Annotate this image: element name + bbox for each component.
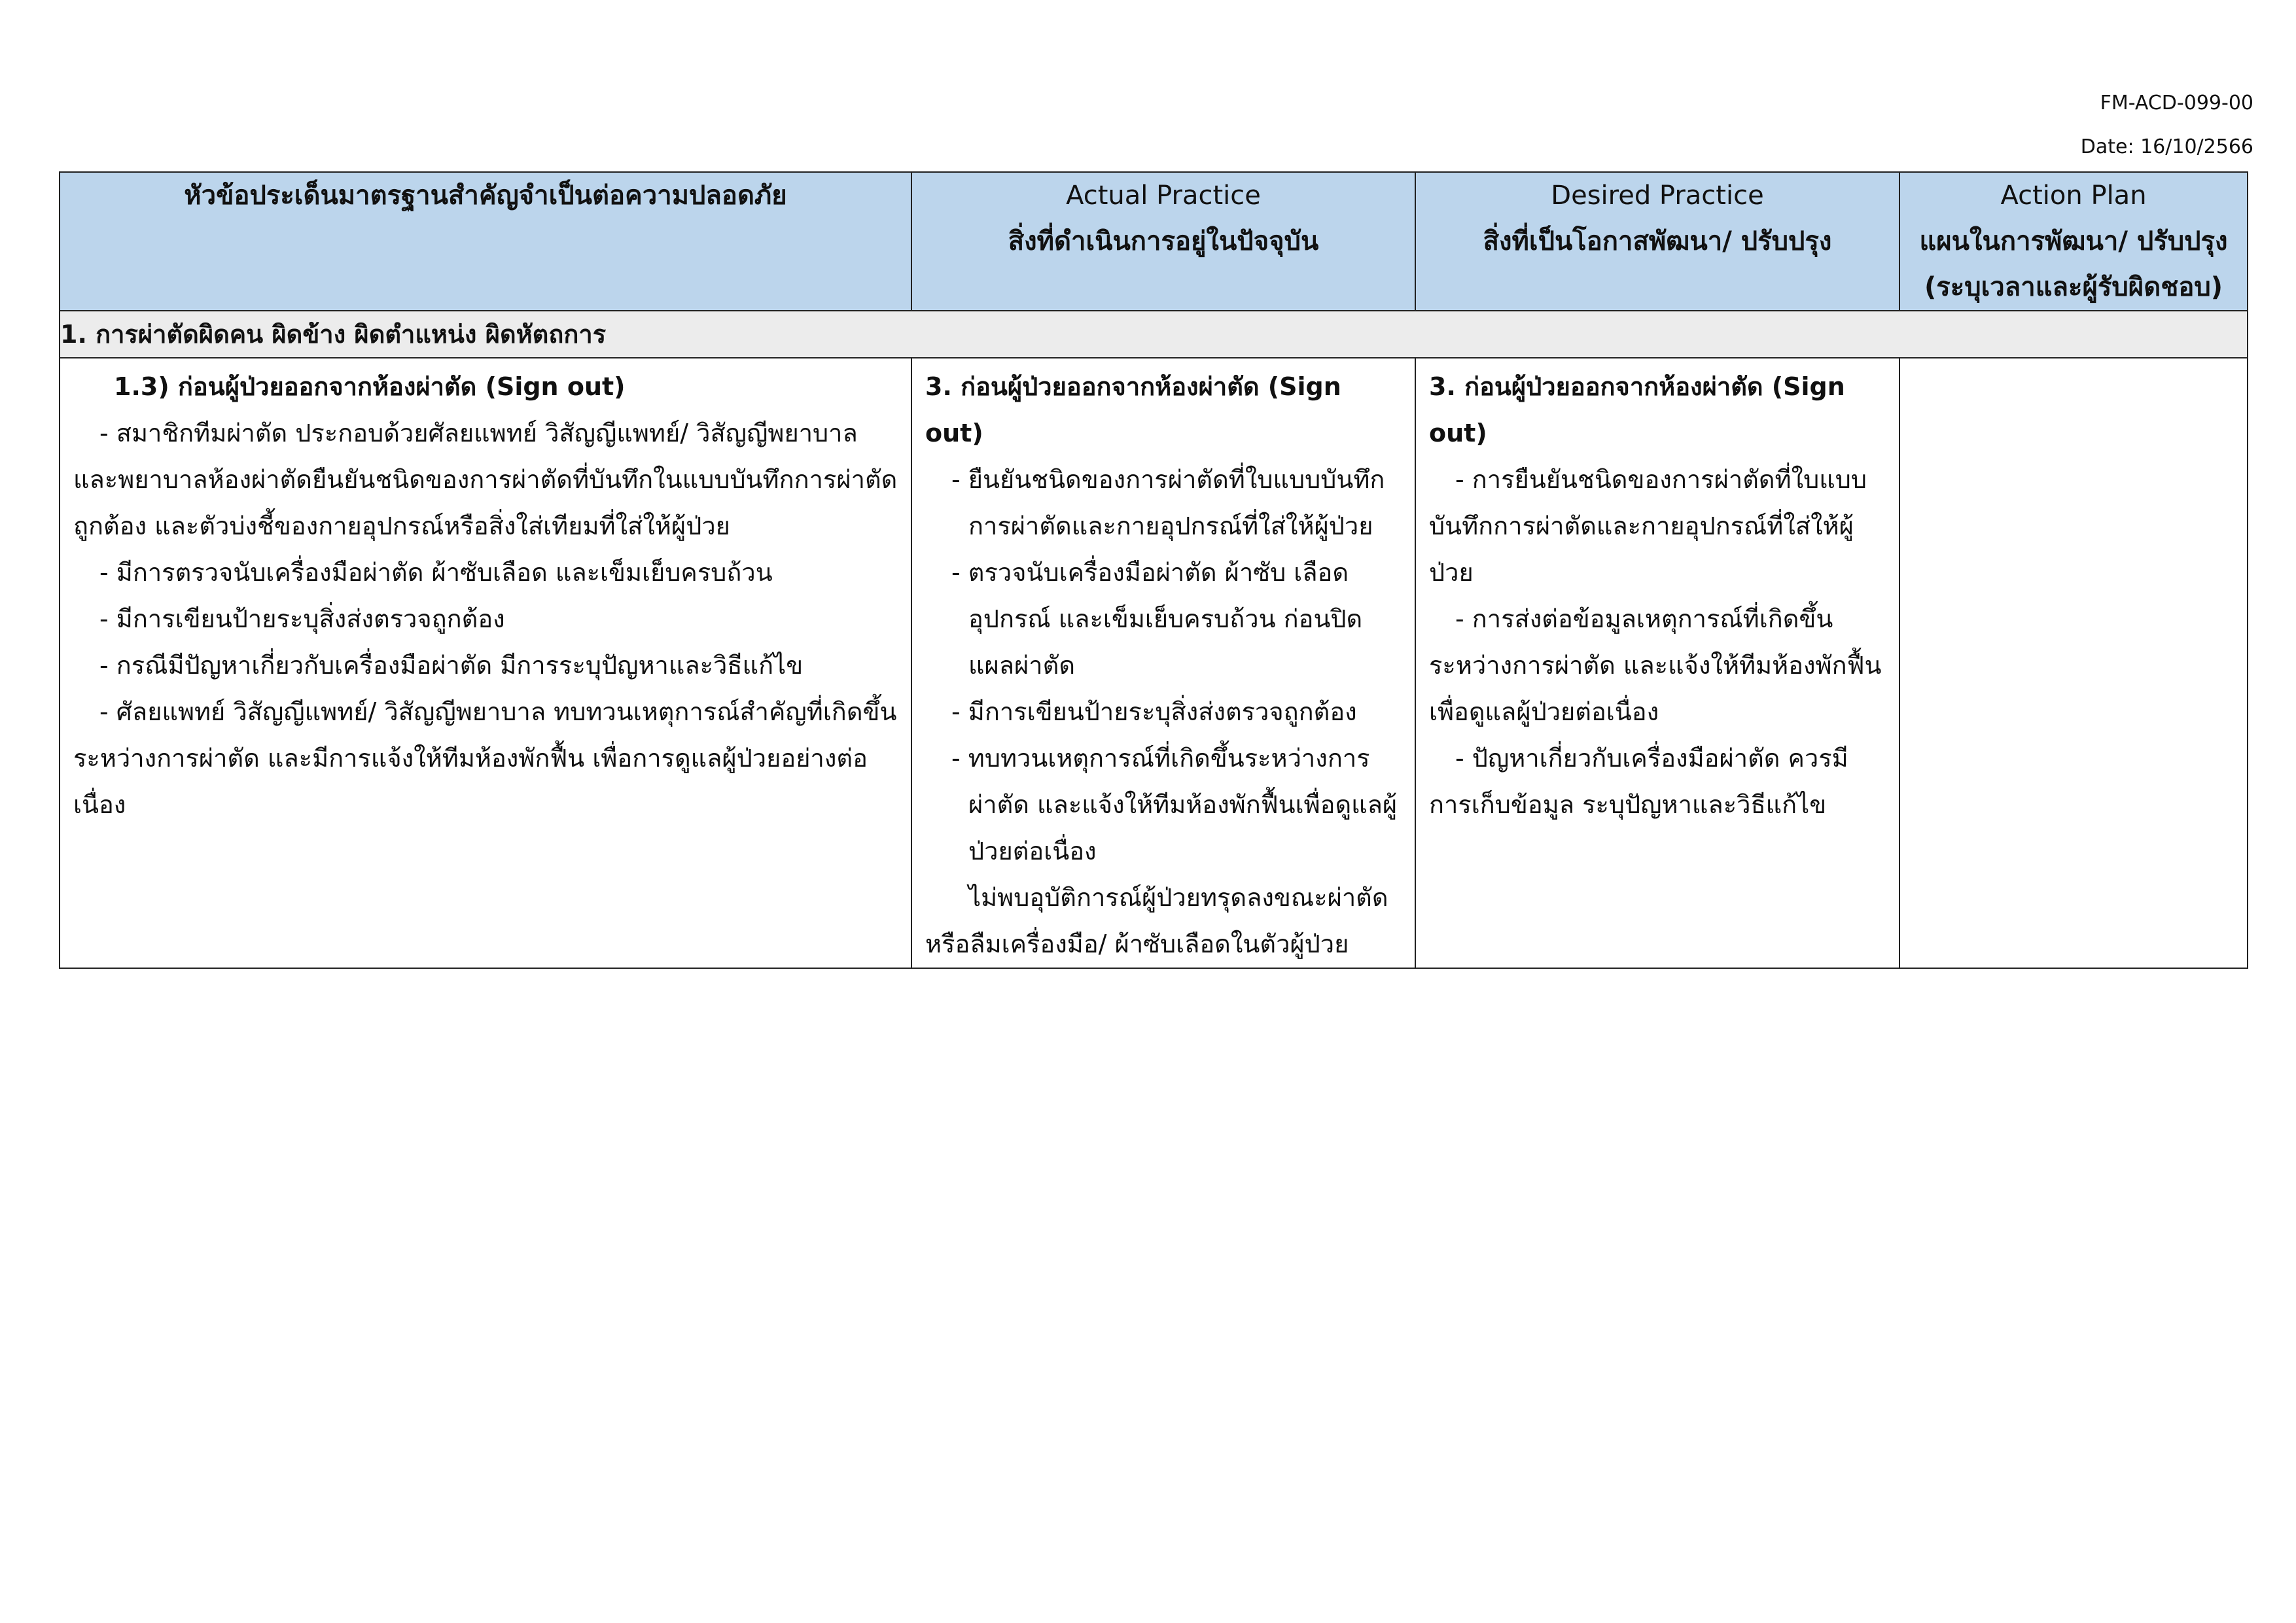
header-standard [60, 172, 911, 311]
section-title: 1. การผ่าตัดผิดคน ผิดข้าง ผิดตำแหน่ง ผิดหัตถการ [60, 311, 2248, 358]
content-row [60, 358, 2248, 968]
header-action-plan [1899, 172, 2248, 311]
actual-item-2: - ตรวจนับเครื่องมือผ่าตัด ผ้าซับ เลือด อุปกรณ์ และเข็มเย็บครบถ้วน ก่อนปิดแผลผ่าตัด [951, 558, 1363, 680]
desired-item-1: - การยืนยันชนิดของการผ่าตัดที่ใบแบบบันทึกการผ่าตัดและกายอุปกรณ์ที่ใส่ให้ผู้ป่วย [1429, 465, 1867, 587]
actual-item-4: - ทบทวนเหตุการณ์ที่เกิดขึ้นระหว่างการผ่าตัด และแจ้งให้ทีมห้องพักฟื้นเพื่อดูแลผู้ป่วยต่อเนื่อง [951, 744, 1398, 865]
desired-item-3: - ปัญหาเกี่ยวกับเครื่องมือผ่าตัด ควรมีการเก็บข้อมูล ระบุปัญหาและวิธีแก้ไข [1429, 744, 1848, 819]
assessment-table [59, 171, 2248, 969]
header-actual-th: สิ่งที่ดำเนินการอยู่ในปัจจุบัน [1008, 226, 1319, 256]
header-action-en: Action Plan [2000, 181, 2147, 211]
actual-cell [911, 358, 1415, 968]
standard-item-1: - สมาชิกทีมผ่าตัด ประกอบด้วยศัลยแพทย์ วิสัญญีแพทย์/ วิสัญญีพยาบาล และพยาบาลห้องผ่าตัดยืนยันชนิดของการผ่าตัดที่บันทึกในแบบบันทึกการผ่าตัดถูกต้อง และตัวบ่งชี้ของกายอุปกรณ์หรือสิ่งใส่เทียมที่ใส่ให้ผู้ป่วย [73, 419, 898, 540]
actual-item-3: - มีการเขียนป้ายระบุสิ่งส่งตรวจถูกต้อง [951, 697, 1357, 726]
standard-item-2: - มีการตรวจนับเครื่องมือผ่าตัด ผ้าซับเลือด และเข็มเย็บครบถ้วน [99, 558, 773, 587]
form-date: Date: 16/10/2566 [2080, 135, 2253, 158]
header-actual-en: Actual Practice [1066, 181, 1261, 211]
action-plan-cell [1899, 358, 2248, 968]
header-desired [1415, 172, 1899, 311]
header-standard-label: หัวข้อประเด็นมาตรฐานสำคัญจำเป็นต่อความปลอดภัย [184, 181, 787, 211]
header-actual [911, 172, 1415, 311]
standard-item-5: - ศัลยแพทย์ วิสัญญีแพทย์/ วิสัญญีพยาบาล ทบทวนเหตุการณ์สำคัญที่เกิดขึ้นระหว่างการผ่าตัด และมีการแจ้งให้ทีมห้องพักฟื้น เพื่อการดูแลผู้ป่วยอย่างต่อเนื่อง [73, 697, 897, 819]
actual-title: 3. ก่อนผู้ป่วยออกจากห้องผ่าตัด (Sign out) [925, 372, 1341, 447]
standard-item-4: - กรณีมีปัญหาเกี่ยวกับเครื่องมือผ่าตัด มีการระบุปัญหาและวิธีแก้ไข [99, 651, 804, 680]
header-action-th1: แผนในการพัฒนา/ ปรับปรุง [1919, 226, 2228, 256]
desired-cell [1415, 358, 1899, 968]
header-action-th2: (ระบุเวลาและผู้รับผิดชอบ) [1924, 272, 2223, 302]
desired-title: 3. ก่อนผู้ป่วยออกจากห้องผ่าตัด (Sign out) [1429, 372, 1845, 447]
header-row [60, 172, 2248, 311]
actual-note: ไม่พบอุบัติการณ์ผู้ป่วยทรุดลงขณะผ่าตัดหรือลืมเครื่องมือ/ ผ้าซับเลือดในตัวผู้ป่วย [925, 883, 1388, 958]
standard-cell [60, 358, 911, 968]
section-row [60, 311, 2248, 358]
header-desired-th: สิ่งที่เป็นโอกาสพัฒนา/ ปรับปรุง [1483, 226, 1832, 256]
standard-title: 1.3) ก่อนผู้ป่วยออกจากห้องผ่าตัด (Sign out) [114, 372, 626, 401]
form-code: FM-ACD-099-00 [2100, 92, 2253, 114]
actual-item-1: - ยืนยันชนิดของการผ่าตัดที่ใบแบบบันทึกการผ่าตัดและกายอุปกรณ์ที่ใส่ให้ผู้ป่วย [951, 465, 1385, 540]
desired-item-2: - การส่งต่อข้อมูลเหตุการณ์ที่เกิดขึ้นระหว่างการผ่าตัด และแจ้งให้ทีมห้องพักฟื้น เพื่อดูแลผู้ป่วยต่อเนื่อง [1429, 604, 1882, 726]
header-desired-en: Desired Practice [1551, 181, 1764, 211]
standard-item-3: - มีการเขียนป้ายระบุสิ่งส่งตรวจถูกต้อง [99, 604, 505, 633]
